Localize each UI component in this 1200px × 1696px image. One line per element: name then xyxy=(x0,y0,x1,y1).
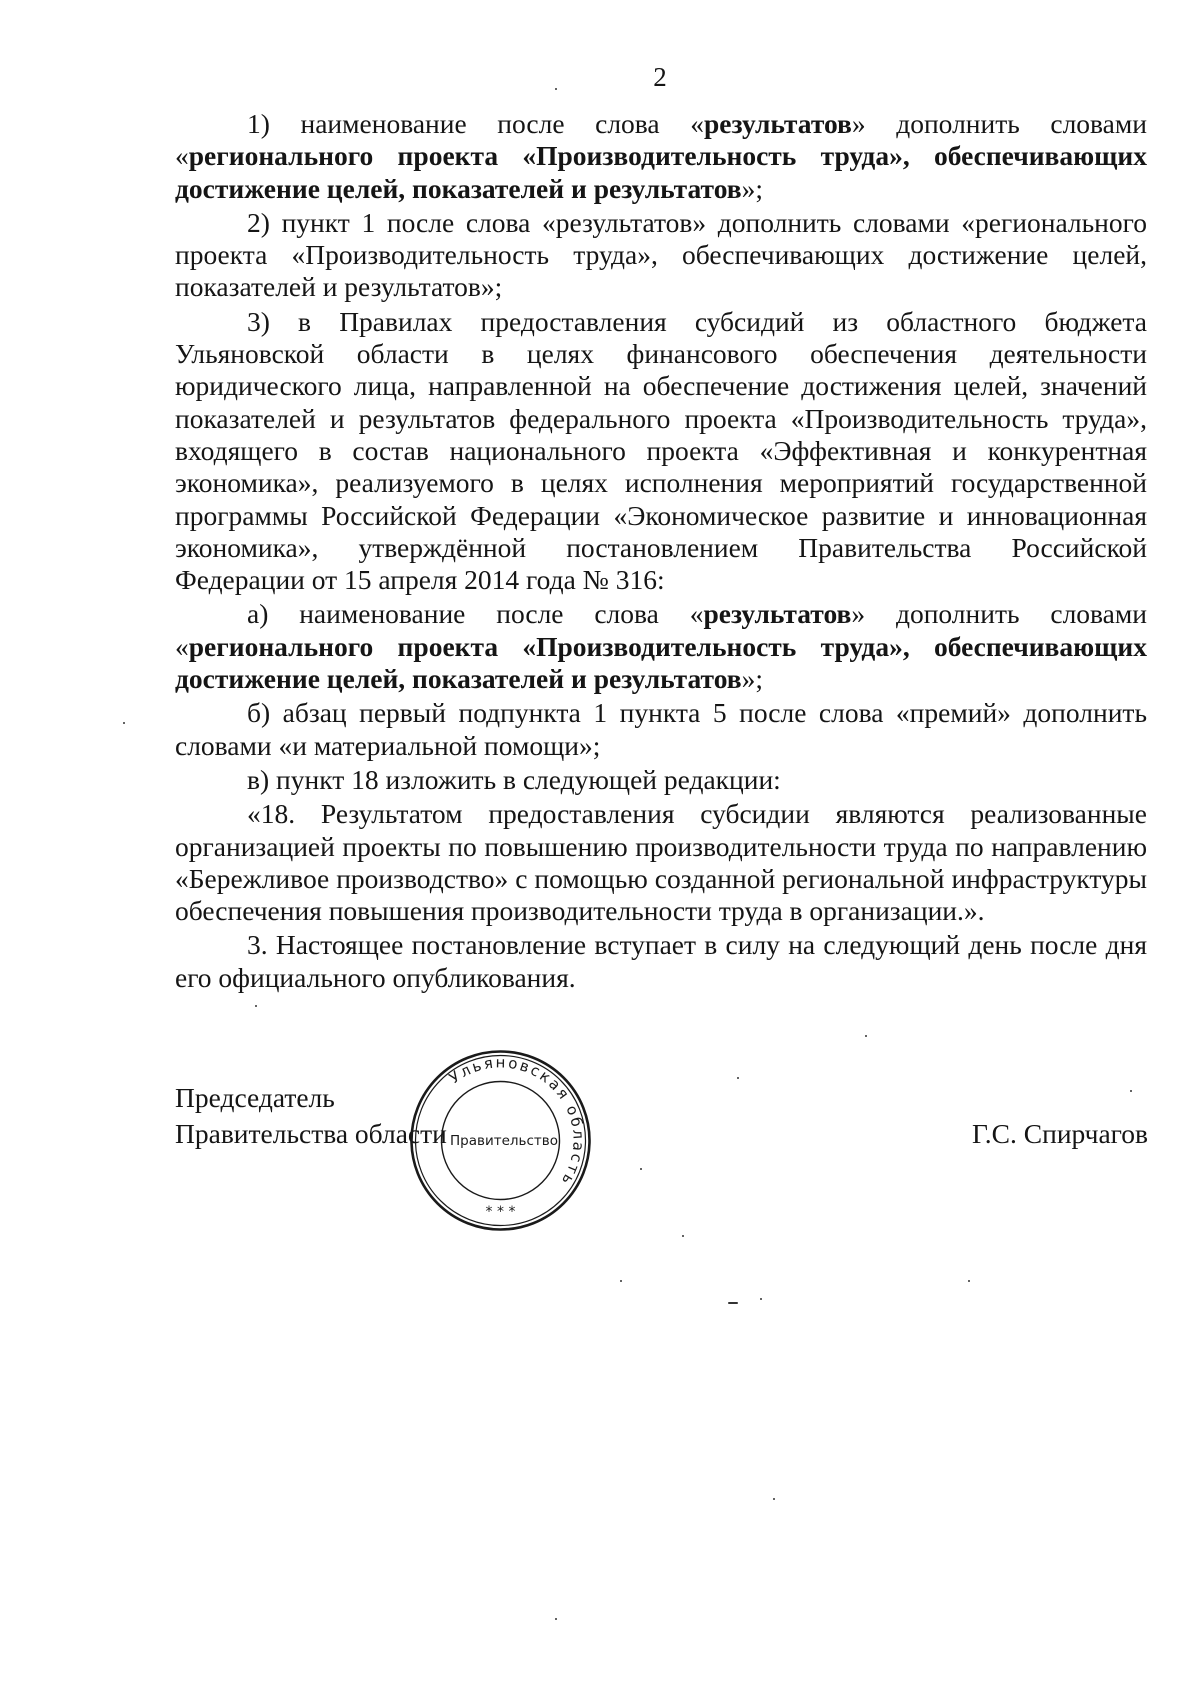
item-1 xyxy=(175,108,1147,205)
scan-speck xyxy=(865,1035,867,1037)
scan-speck xyxy=(760,1298,762,1300)
subitem-a-text-2: » дополнить словами « xyxy=(175,598,1147,662)
document-body xyxy=(175,108,1147,994)
subitem-a-text: а) наименование после слова « xyxy=(247,598,704,630)
scan-speck xyxy=(728,1302,738,1304)
item-1-text-2: » дополнить словами « xyxy=(175,108,1147,172)
subitem-c: в) пункт 18 изложить в следующей редакции: xyxy=(247,763,781,795)
page-number: 2 xyxy=(653,62,667,92)
item-2: 2) пункт 1 после слова «результатов» дополнить словами «регионального проекта «Производительность труда», обеспечивающих достижение целей, показателей и результатов»; xyxy=(175,206,1147,303)
signature-title xyxy=(175,1080,447,1152)
scan-speck xyxy=(682,1235,684,1237)
subitem-a-bold-phrase: регионального проекта «Производительность труда», обеспечивающих достижение целей, показателей и результатов xyxy=(175,630,1147,695)
scan-speck xyxy=(773,1498,775,1500)
scan-speck xyxy=(255,1005,257,1007)
scan-speck xyxy=(968,1280,970,1282)
signature-title-line-2: Правительства области xyxy=(175,1118,447,1149)
svg-text:* * *: * * * xyxy=(485,1204,516,1220)
official-seal xyxy=(408,1048,593,1233)
scan-speck xyxy=(555,88,557,90)
signatory-name: Г.С. Спирчагов xyxy=(972,1118,1148,1149)
scan-speck xyxy=(620,1280,622,1282)
item-1-bold-phrase: регионального проекта «Производительность труда», обеспечивающих достижение целей, показателей и результатов xyxy=(175,140,1147,204)
scan-speck xyxy=(640,1168,642,1170)
svg-text:Правительство: Правительство xyxy=(450,1133,558,1149)
subitem-a-bold-word: результатов xyxy=(703,598,852,630)
item-1-bold-word: результатов xyxy=(703,108,852,139)
signature-title-line-1: Председатель xyxy=(175,1082,335,1113)
scan-speck xyxy=(1130,1090,1132,1092)
scan-speck xyxy=(123,722,125,724)
item-1-text: 1) наименование после слова « xyxy=(247,108,704,139)
item-3: 3) в Правилах предоставления субсидий из областного бюджета Ульяновской области в целях финансового обеспечения деятельности юридического лица, направленной на обеспечение достижения целей, значений показателей и результатов федерального проекта «Производительность труда», входящего в состав национального проекта «Эффективная и конкурентная экономика», реализуемого в целях исполнения мероприятий государственной программы Российской Федерации «Экономическое развитие и инновационная экономика», утверждённой постановлением Правительства Российской Федерации от 15 апреля 2014 года № 316: xyxy=(175,305,1147,596)
subitem-a xyxy=(175,598,1147,695)
quoted-item-18: «18. Результатом предоставления субсидии являются реализованные организацией проекты по повышению производительности труда по направлению «Бережливое производство» с помощью созданной региональной инфраструктуры обеспечения повышения производительности труда в организации.». xyxy=(175,798,1147,927)
item-1-end: »; xyxy=(741,172,764,204)
subitem-b: б) абзац первый подпункта 1 пункта 5 после слова «премий» дополнить словами «и материальной помощи»; xyxy=(175,697,1147,761)
svg-text:Ульяновская область: Ульяновская область xyxy=(445,1053,588,1190)
scan-speck xyxy=(555,1618,557,1620)
item-effective-date: 3. Настоящее постановление вступает в силу на следующий день после дня его официального опубликования. xyxy=(175,929,1147,993)
subitem-a-end: »; xyxy=(741,663,764,695)
scan-speck xyxy=(737,1077,739,1079)
